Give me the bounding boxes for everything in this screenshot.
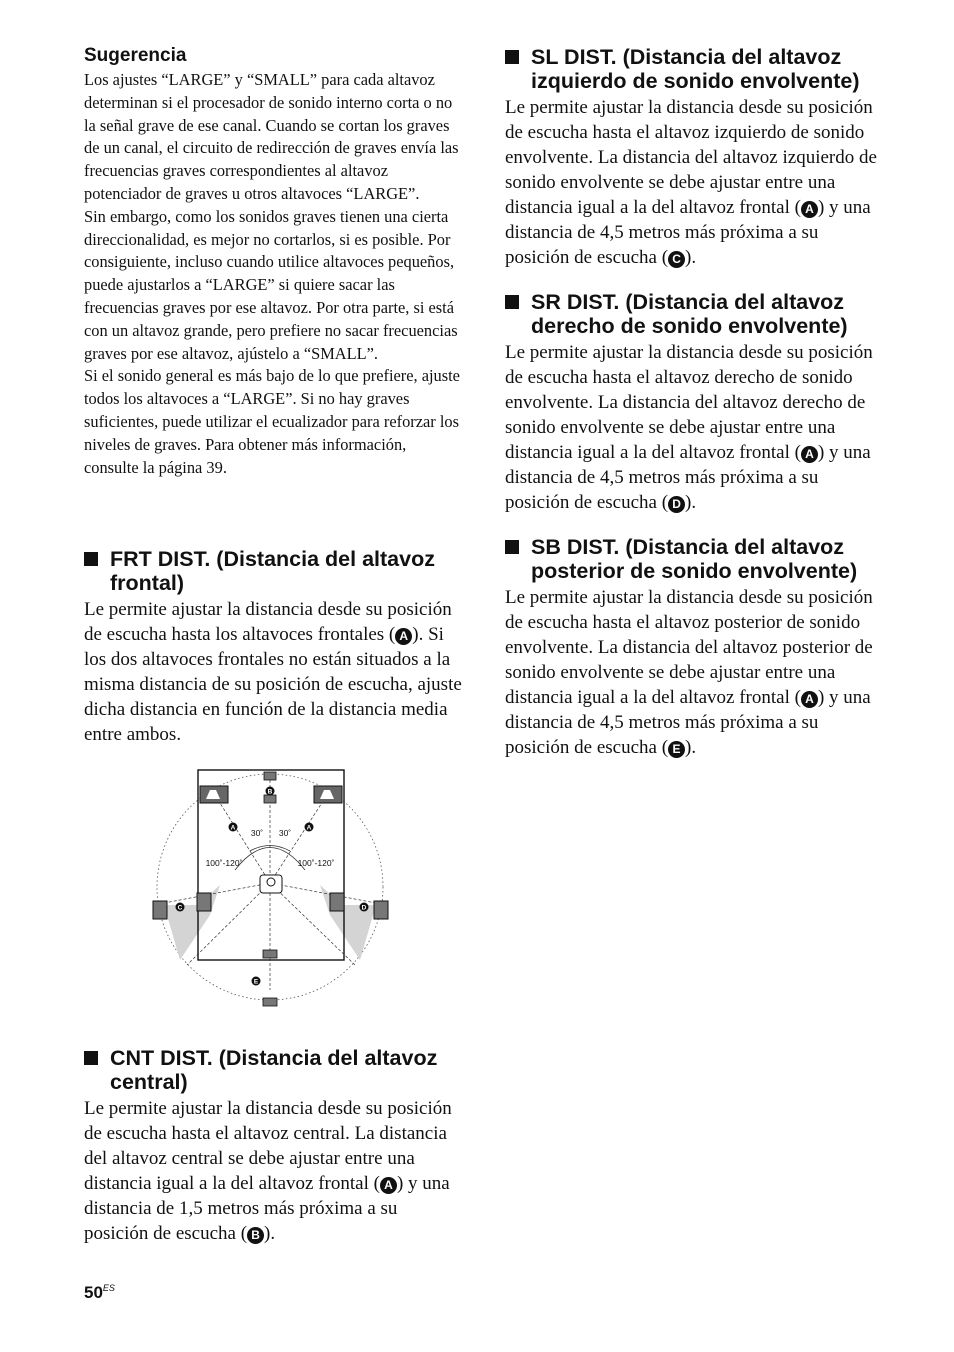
surround-back-far-speaker-icon (263, 998, 277, 1006)
range-left-label: 100˚-120˚ (205, 858, 243, 868)
section-sl-dist (505, 46, 885, 270)
marker-a-icon: A (801, 201, 818, 218)
right-surround-zone (320, 885, 376, 960)
diagram-label-a-left: A (230, 824, 236, 832)
square-bullet-icon (505, 540, 519, 554)
tip-body (84, 69, 462, 479)
tip-title: Sugerencia (84, 45, 187, 66)
section-heading: CNT DIST. (Distancia del altavoz central) (84, 1047, 462, 1094)
diagram-label-e: E (253, 978, 259, 986)
center-speaker-icon (264, 772, 276, 780)
surround-right-speaker-icon (374, 901, 388, 919)
diagram-label-d: D (361, 904, 367, 912)
section-cnt-dist (84, 1047, 462, 1246)
marker-a-icon: A (801, 446, 818, 463)
marker-d-icon: D (668, 496, 685, 513)
marker-a-icon: A (801, 691, 818, 708)
diagram-label-b: B (267, 788, 273, 796)
section-sr-dist (505, 291, 885, 515)
surround-back-speaker-icon (263, 950, 277, 958)
square-bullet-icon (505, 50, 519, 64)
marker-a-icon: A (395, 628, 412, 645)
square-bullet-icon (84, 552, 98, 566)
section-frt-dist (84, 548, 462, 747)
range-right-label: 100˚-120˚ (297, 858, 335, 868)
diagram-label-c: C (177, 904, 183, 912)
section-heading: SB DIST. (Distancia del altavoz posterior de sonido envolvente) (505, 536, 885, 583)
section-body: Le permite ajustar la distancia desde su posición de escucha hasta los altavoces frontales ( A ). Si los dos altavoces frontales no están situados a la misma distancia de su posición de escucha, ajuste dicha distancia en función de la distancia media entre ambos. (84, 599, 462, 745)
marker-b-icon: B (247, 1227, 264, 1244)
tip-paragraph-1: Los ajustes “LARGE” y “SMALL” para cada altavoz determinan si el procesador de sonido interno corta o no la señal grave de ese canal. Cuando se cortan los graves de un canal, el circuito de redirección de graves envía las frecuencias graves correspondientes al altavoz potenciador de graves u otros altavoces “LARGE”. (84, 70, 459, 203)
diagram-label-a-right: A (306, 824, 312, 832)
section-sb-dist (505, 536, 885, 760)
center-speaker-near-icon (264, 795, 276, 803)
tip-paragraph-2: Sin embargo, como los sonidos graves tienen una cierta direccionalidad, es mejor no cortarlos, si es posible. Por consiguiente, incluso cuando utilice altavoces pequeños, puede ajustarlos a “LARGE” si quiere sacar las frecuencias graves por ese altavoz. Por otra parte, si está con un altavoz grande, pero prefiere no sacar frecuencias graves por ese altavoz, ajústelo a “SMALL”. (84, 206, 458, 363)
section-body: Le permite ajustar la distancia desde su posición de escucha hasta el altavoz central. La distancia del altavoz central se debe ajustar entre una distancia igual a la del altavoz frontal ( A ) y una distancia de 1,5 metros más próxima a su posición de escucha ( B ). (84, 1098, 452, 1244)
angle-right-label: 30˚ (278, 828, 292, 838)
page-number: $50^{ES}$ (84, 1283, 115, 1302)
square-bullet-icon (84, 1051, 98, 1065)
tip-paragraph-3: Si el sonido general es más bajo de lo que prefiere, ajuste todos los altavoces a “LARGE”. Si no hay graves suficientes, puede utilizar el ecualizador para reforzar los niveles de graves. Para obtener más información, consulte la página 39. (84, 366, 460, 477)
page-number-suffix: ES (102, 1283, 115, 1293)
left-surround-zone (164, 885, 220, 960)
marker-e-icon: E (668, 741, 685, 758)
section-heading: FRT DIST. (Distancia del altavoz frontal) (84, 548, 462, 595)
speaker-layout-diagram (150, 765, 390, 1010)
section-body: Le permite ajustar la distancia desde su posición de escucha hasta el altavoz posterior de sonido envolvente. La distancia del altavoz posterior de sonido envolvente se debe ajustar entre una distancia igual a la del altavoz frontal ( A ) y una distancia de 4,5 metros más próxima a su posición de escucha ( E ). (505, 587, 873, 758)
surround-left-near-speaker-icon (197, 893, 211, 911)
angle-left-label: 30˚ (250, 828, 264, 838)
surround-right-near-speaker-icon (330, 893, 344, 911)
marker-a-icon: A (380, 1177, 397, 1194)
marker-c-icon: C (668, 251, 685, 268)
section-body: Le permite ajustar la distancia desde su posición de escucha hasta el altavoz derecho de sonido envolvente. La distancia del altavoz derecho de sonido envolvente se debe ajustar entre una distancia igual a la del altavoz frontal ( A ) y una distancia de 4,5 metros más próxima a su posición de escucha ( D ). (505, 342, 873, 513)
section-body: Le permite ajustar la distancia desde su posición de escucha hasta el altavoz izquierdo de sonido envolvente. La distancia del altavoz izquierdo de sonido envolvente se debe ajustar entre una distancia igual a la del altavoz frontal ( A ) y una distancia de 4,5 metros más próxima a su posición de escucha ( C ). (505, 97, 877, 268)
section-heading: SR DIST. (Distancia del altavoz derecho de sonido envolvente) (505, 291, 885, 338)
surround-left-speaker-icon (153, 901, 167, 919)
section-heading: SL DIST. (Distancia del altavoz izquierdo de sonido envolvente) (505, 46, 885, 93)
square-bullet-icon (505, 295, 519, 309)
